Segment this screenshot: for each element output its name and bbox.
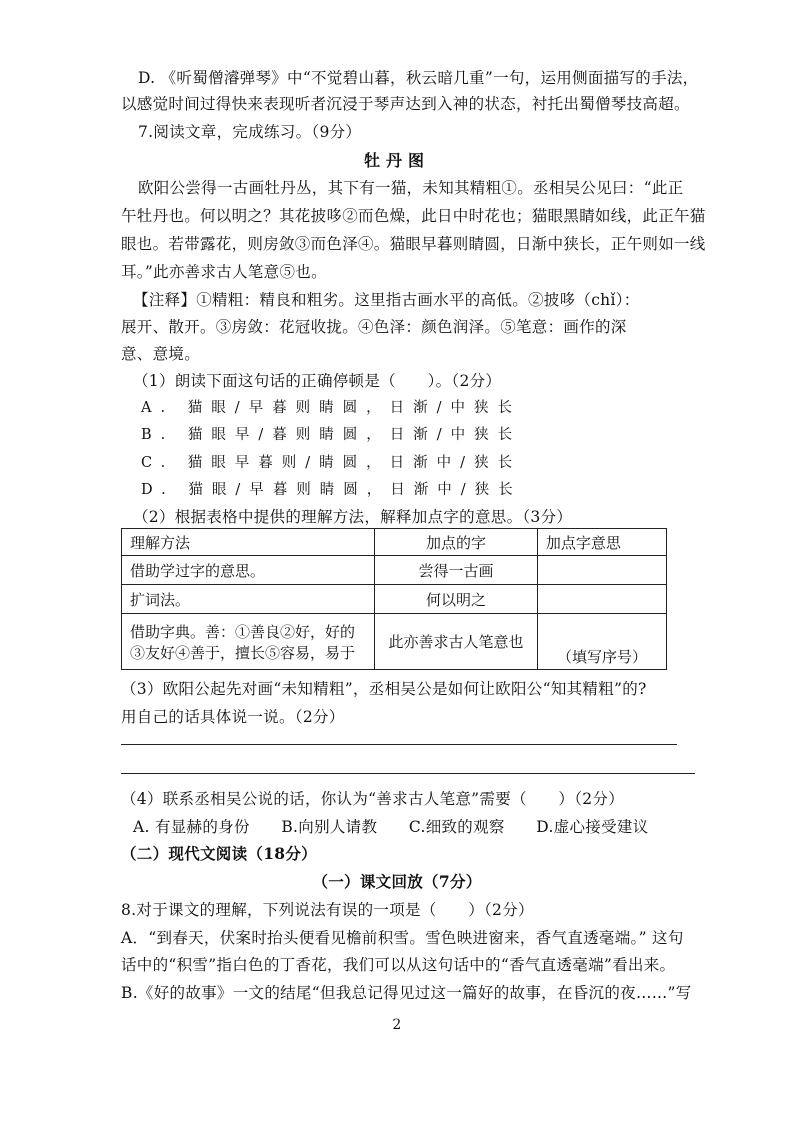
table-cell-method: 借助学过字的意思。 (122, 556, 375, 585)
question-3-line-1: （3）欧阳公起先对画“未知精粗”，丞相吴公是如何让欧阳公“知其精粗”的? (121, 680, 647, 698)
section-2-heading: （二）现代文阅读（18分） (121, 844, 317, 863)
answer-line-2[interactable] (121, 773, 695, 774)
answer-line-1[interactable] (121, 744, 677, 745)
table-cell-word: 尝得一古画 (375, 556, 538, 585)
question-2: （2）根据表格中提供的理解方法，解释加点字的意思。（3分） (133, 508, 573, 526)
question-8: 8.对于课文的理解，下列说法有误的一项是（ ）（2分） (121, 901, 534, 919)
question-1-option-a: A. 猫眼/早暮则睛圆，日渐/中狭长 (141, 400, 521, 416)
question-1-option-d: D. 猫眼/早暮则睛圆，日渐中/狭长 (141, 482, 522, 498)
table-row (122, 556, 667, 585)
annotation-line-1: 【注释】①精粗：精良和粗劣。这里指古画水平的高低。②披哆（chǐ）： (133, 291, 640, 309)
section-2-subheading: （一）课文回放（7分） (312, 872, 482, 891)
table-header-word: 加点的字 (375, 529, 538, 556)
question-1: （1）朗读下面这句话的正确停顿是（ ）。（2分） (133, 372, 502, 390)
table-row (122, 585, 667, 614)
passage-line-3: 眼也。若带露花，则房敛③而色泽④。猫眼早暮则睛圆，日渐中狭长，正午则如一线 (121, 235, 706, 253)
question-4-options: A. 有显赫的身份 B.向别人请教 C.细致的观察 D.虚心接受建议 (133, 818, 649, 836)
table-cell-method (122, 614, 375, 670)
question-4: （4）联系丞相吴公说的话，你认为“善求古人笔意”需要（ ）（2分） (121, 790, 625, 808)
page-number: 2 (392, 1017, 402, 1033)
table-cell-answer[interactable]: （填写序号） (537, 614, 666, 670)
passage-line-4: 耳。”此亦善求古人笔意⑤也。 (121, 263, 327, 281)
table-cell-method: 扩词法。 (122, 585, 375, 614)
option-d-line-1: D. 《听蜀僧濬弹琴》中“不觉碧山暮，秋云暗几重”一句，运用侧面描写的手法， (138, 69, 699, 87)
passage-title: 牡丹图 (363, 151, 430, 170)
table-header-row (122, 529, 667, 556)
question-1-option-b: B. 猫眼早/暮则睛圆，日渐/中狭长 (141, 427, 522, 443)
question-8-option-a-line-2: 话中的“积雪”指白色的丁香花，我们可以从这句话中的“香气直透毫端”看出来。 (121, 956, 676, 974)
table-cell-answer[interactable] (537, 556, 666, 585)
table-cell-word: 何以明之 (375, 585, 538, 614)
question-8-option-a-line-1: A．“到春天，伏案时抬头便看见檐前积雪。雪色映进窗来，香气直透毫端。” 这句 (121, 929, 684, 947)
answer-table (121, 528, 667, 670)
annotation-line-2: 展开、散开。③房敛：花冠收拢。④色泽：颜色润泽。⑤笔意：画作的深 (121, 318, 627, 336)
table-cell-answer[interactable] (537, 585, 666, 614)
table-header-meaning: 加点字意思 (537, 529, 666, 556)
question-7-heading: 7.阅读文章，完成练习。（9分） (138, 123, 362, 141)
table-cell-method-line-1: 借助字典。善：①善良②好，好的 (130, 622, 356, 641)
annotation-line-3: 意、意境。 (121, 345, 201, 363)
passage-line-1: 欧阳公尝得一古画牡丹丛，其下有一猫，未知其精粗①。丞相吴公见曰：“此正 (138, 179, 684, 197)
question-3-line-2: 用自己的话具体说一说。（2分） (121, 708, 345, 726)
table-row (122, 614, 667, 670)
table-header-method: 理解方法 (122, 529, 375, 556)
passage-line-2: 午牡丹也。何以明之？其花披哆②而色燥，此日中时花也；猫眼黑睛如线，此正午猫 (121, 207, 706, 225)
question-1-option-c: C. 猫眼早暮则/睛圆，日渐中/狭长 (141, 455, 522, 471)
table-cell-method-line-2: ③友好④善于，擅长⑤容易，易于 (130, 643, 356, 662)
table-cell-word: 此亦善求古人笔意也 (375, 614, 538, 670)
question-8-option-b-line-1: B.《好的故事》一文的结尾“但我总记得见过这一篇好的故事，在昏沉的夜……”写 (121, 984, 692, 1002)
option-d-line-2: 以感觉时间过得快来表现听者沉浸于琴声达到入神的状态，衬托出蜀僧琴技高超。 (121, 95, 690, 113)
